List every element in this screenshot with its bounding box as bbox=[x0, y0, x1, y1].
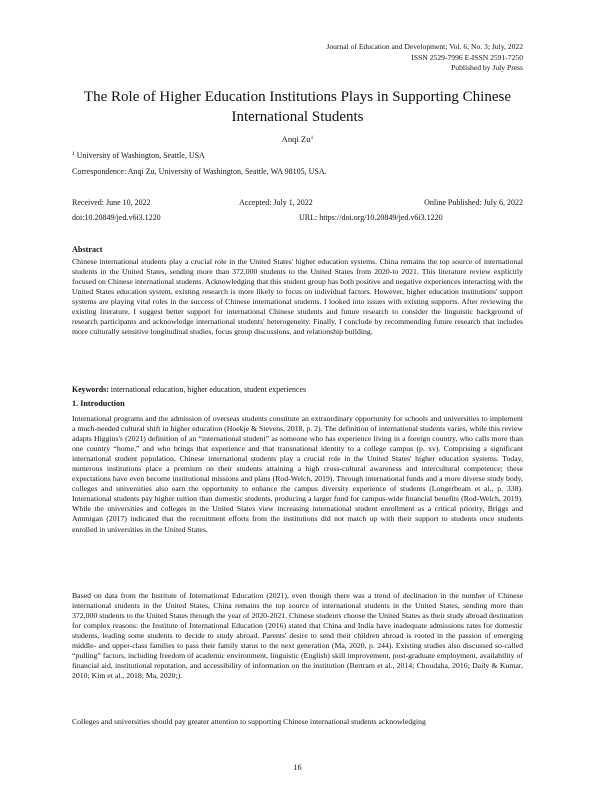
author-line bbox=[0, 134, 595, 144]
journal-issn: ISSN 2529-7996 E-ISSN 2591-7250 bbox=[411, 52, 523, 62]
abstract-heading: Abstract bbox=[72, 245, 103, 254]
keywords-label: Keywords: bbox=[72, 385, 109, 394]
doi-row bbox=[72, 213, 523, 225]
dates-row bbox=[72, 198, 523, 210]
paper-title: The Role of Higher Education Institutions Plays in Supporting Chinese International Students bbox=[83, 89, 512, 125]
journal-citation: Journal of Education and Development; Vol. 6, No. 3; July, 2022 bbox=[326, 42, 523, 51]
page-number: 16 bbox=[293, 763, 302, 772]
affiliation-text: University of Washington, Seattle, USA bbox=[76, 151, 205, 160]
accepted-date: Accepted: July 1, 2022 bbox=[239, 198, 313, 207]
affiliation-marker: 1 bbox=[72, 151, 75, 157]
received-date: Received: June 10, 2022 bbox=[72, 198, 151, 207]
keywords bbox=[72, 385, 306, 394]
introduction-heading: 1. Introduction bbox=[72, 399, 125, 408]
abstract-text: Chinese international students play a crucial role in the United States' higher education systems. China remains the top source of international students in the United States, sending more than 372,000 students to the United States from 2020-to 2021. This literature review explicitly focused on Chinese international students. Acknowledging that this student group has both positive and negative experiences interacting with the United States education system, existing research is more likely to focus on individual factors. However, higher education institutions' support systems are playing vital roles in the success of Chinese international students. I looked into issues with existing supports. After reviewing the existing literature, I suggest better support for international Chinese students and future research to consider the linguistic background of research participants and acknowledge international students' heterogeneity. Finally, I conclude by recommending future research that includes more culturally sensitive longitudinal studies, focus group discussions, and relationship building. bbox=[72, 257, 523, 337]
published-date: Online Published: July 6, 2022 bbox=[424, 198, 523, 207]
affiliation bbox=[72, 151, 205, 160]
journal-publisher: Published by July Press bbox=[451, 63, 523, 72]
doi-url[interactable]: URL: https://doi.org/10.20849/jed.v6i3.1220 bbox=[299, 213, 443, 222]
intro-paragraph-2: Based on data from the Institute of International Education (2021), even though there was a trend of declination in the number of Chinese international students in the United States, China remains the top source of international students in the United States, sending more than 372,000 students to the United States through the year of 2020-2021. Chinese students choose the United States as their study abroad destination for complex reasons: the Institute of International Education (2016) stated that China and India have inadequate admissions rates for domestic students, leading some students to decide to study abroad. Parents' desire to send their children abroad is rooted in the passion of emerging middle- and upper-class families to pass their family status to the next generation (Ma, 2020, p. 244). Existing studies also discussed so-called “pulling” factors, including freedom of academic environment, linguistic (English) skill improvement, post-graduate employment, availability of financial aid, institutional reputation, and accessibility of information on the institution (Bertram et al., 2014; Choudaha, 2016; Daily & Kumar, 2010; Kim et al., 2018; Ma, 2020;). bbox=[72, 591, 523, 681]
journal-header bbox=[326, 42, 523, 74]
intro-paragraph-1: International programs and the admission of overseas students constitute an extraordinary opportunity for schools and universities to implement a much-needed cultural shift in higher education (Hoekje & Stevens, 2018, p. 2). The definition of international students varies, while this review adapts Higgins's (2021) definition of an “international student” as someone who has experience living in a foreign country, who calls more than one country “home,” and who brings that experience and that transnational identity to a college campus (p. xv). Comprising a significant international student population, Chinese international students play a crucial role in the United States' higher education systems. Today, numerous institutions place a premium on their students attaining a high cross-cultural awareness and intercultural competence; these expectations have even become institutional missions and plans (Rod-Welch, 2019). Through international funds and a more diverse study body, colleges and universities also earn the opportunity to enhance the campus diversity experience of students (Longerbeam et al., p. 338). International students pay higher tuition than domestic students, producing a larger fund for campus-wide financial benefits (Rod-Welch, 2019). While the universities and colleges in the United States view increasing international student enrollment as a critical priority, Briggs and Ammigan (2017) indicated that the recruitment efforts from the institutions did not match up with their support to students once students enrolled in universities in the United States. bbox=[72, 414, 523, 534]
doi: doi:10.20849/jed.v6i3.1220 bbox=[72, 213, 161, 222]
correspondence: Correspondence: Anqi Zu, University of Washington, Seattle, WA 98105, USA. bbox=[72, 167, 327, 176]
intro-paragraph-3: Colleges and universities should pay greater attention to supporting Chinese international students acknowledging bbox=[72, 717, 426, 726]
keywords-text: international education, higher education, student experiences bbox=[108, 385, 307, 394]
author-affiliation-marker: 1 bbox=[310, 135, 314, 141]
author-name: Anqi Zu bbox=[281, 134, 311, 144]
